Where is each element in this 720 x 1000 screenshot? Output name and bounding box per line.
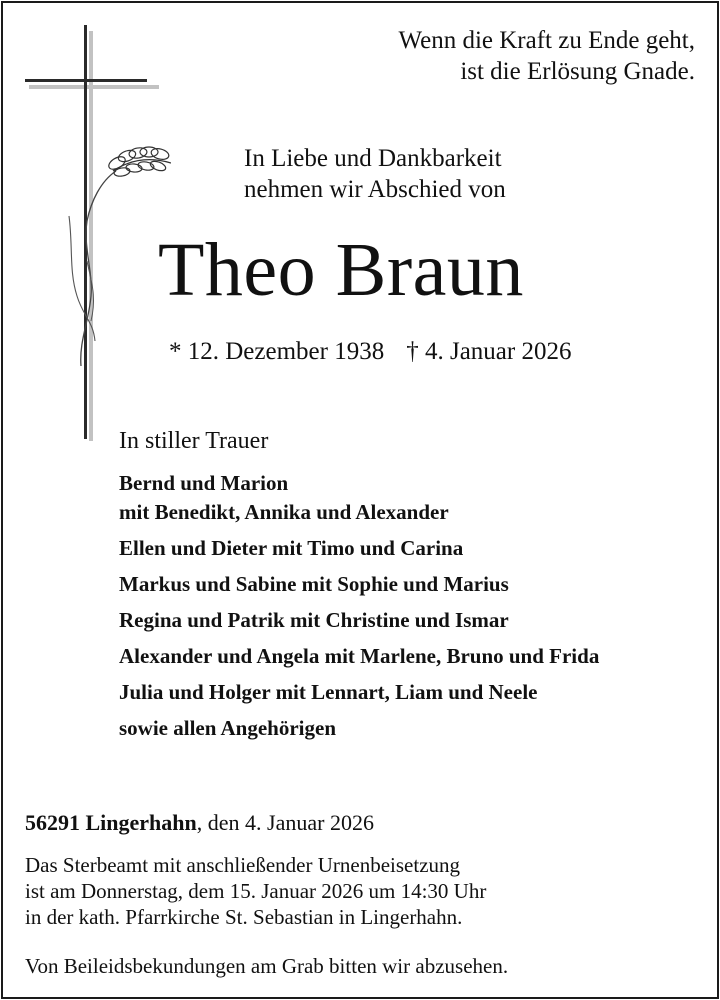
service-line: in der kath. Pfarrkirche St. Sebastian in Lingerhahn. [25,905,463,929]
mourner-line: Markus und Sabine mit Sophie und Marius [119,572,509,596]
obituary-notice [1,1,719,999]
place-and-date [25,809,374,837]
mourner-line: sowie allen Angehörigen [119,716,337,740]
mourner-line: Bernd und Marion [119,471,289,495]
cross-with-wheat-icon [21,21,171,451]
intro-line: nehmen wir Abschied von [244,176,506,203]
motto-line: ist die Erlösung Gnade. [460,58,695,85]
date: , den 4. Januar 2026 [196,810,374,835]
mourners-list [119,469,599,743]
motto-quote [399,25,695,87]
condolence-notice: Von Beileidsbekundungen am Grab bitten wir abzusehen. [25,954,509,978]
mourner-line: Regina und Patrik mit Christine und Ismar [119,608,509,632]
place: 56291 Lingerhahn [25,810,197,835]
service-line: ist am Donnerstag, dem 15. Januar 2026 um 14:30 Uhr [25,879,487,903]
mourner-line: Alexander und Angela mit Marlene, Bruno und Frida [119,644,600,668]
intro-line: In Liebe und Dankbarkeit [244,145,502,172]
mourner-line: mit Benedikt, Annika und Alexander [119,500,449,524]
intro-text [244,143,506,205]
deceased-name: Theo Braun [158,228,524,312]
death-date: † 4. Januar 2026 [406,338,572,365]
birth-date: * 12. Dezember 1938 [169,338,385,365]
life-dates [169,336,571,367]
motto-line: Wenn die Kraft zu Ende geht, [398,27,695,54]
service-info [25,852,486,930]
mourning-heading: In stiller Trauer [119,428,269,454]
service-line: Das Sterbeamt mit anschließender Urnenbeisetzung [25,853,461,877]
mourner-line: Ellen und Dieter mit Timo und Carina [119,536,464,560]
mourner-line: Julia und Holger mit Lennart, Liam und Neele [119,680,538,704]
